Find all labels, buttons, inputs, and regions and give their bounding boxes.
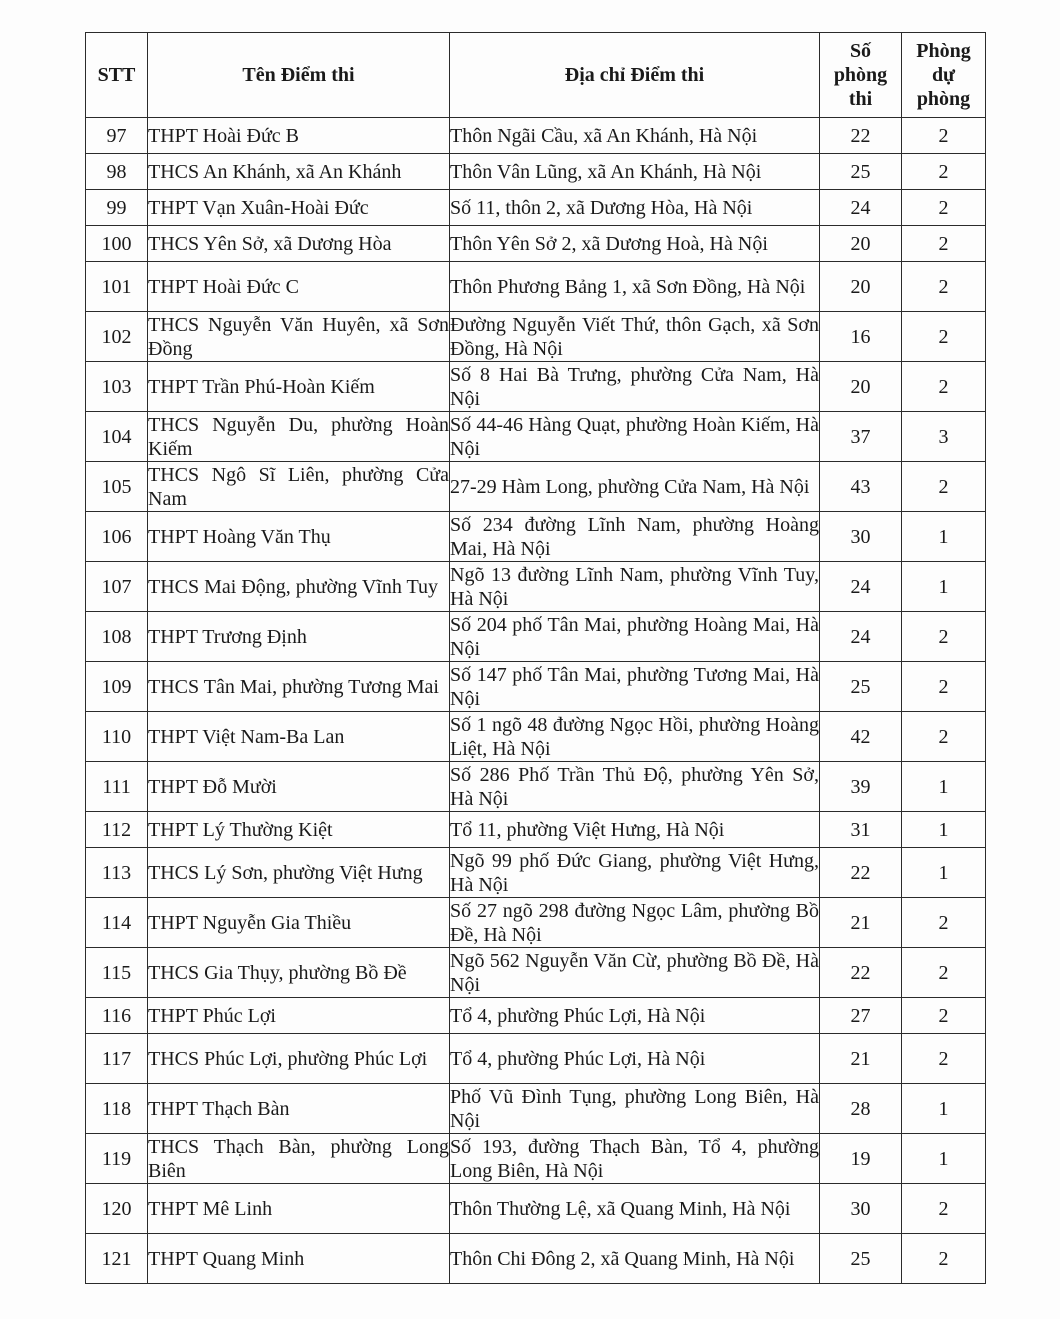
cell-spare-room-count: 2 [902,948,986,998]
cell-spare-room-count: 2 [902,226,986,262]
cell-spare-room-count: 2 [902,190,986,226]
cell-site-name: THPT Đỗ Mười [148,762,450,812]
table-row [86,762,986,812]
cell-site-address: Số 8 Hai Bà Trưng, phường Cửa Nam, Hà Nội [450,363,819,410]
cell-room-count: 25 [820,1234,902,1284]
table-row [86,1234,986,1284]
cell-room-count: 21 [820,898,902,948]
table-row [86,512,986,562]
cell-site-name: THPT Mê Linh [148,1184,450,1234]
cell-site-name: THCS Phúc Lợi, phường Phúc Lợi [148,1034,450,1084]
cell-spare-room-count: 2 [902,1234,986,1284]
table-row [86,312,986,362]
cell-site-address: Ngõ 99 phố Đức Giang, phường Việt Hưng, Hà Nội [450,849,819,896]
cell-site-address: Tổ 11, phường Việt Hưng, Hà Nội [450,812,820,848]
table-row [86,562,986,612]
cell-stt: 112 [86,812,148,848]
cell-spare-room-count: 2 [902,898,986,948]
cell-site-address: Số 44-46 Hàng Quạt, phường Hoàn Kiếm, Hà Nội [450,413,819,460]
cell-room-count: 39 [820,762,902,812]
cell-site-name: THPT Trương Định [148,612,450,662]
header-name: Tên Điểm thi [148,33,450,118]
cell-room-count: 25 [820,154,902,190]
cell-spare-room-count: 1 [902,762,986,812]
cell-room-count: 42 [820,712,902,762]
cell-spare-room-count: 2 [902,1034,986,1084]
header-address: Địa chỉ Điểm thi [450,33,820,118]
cell-stt: 107 [86,562,148,612]
cell-room-count: 25 [820,662,902,712]
cell-room-count: 20 [820,362,902,412]
cell-site-address: Số 193, đường Thạch Bàn, Tổ 4, phường Long Biên, Hà Nội [450,1135,819,1182]
cell-spare-room-count: 1 [902,562,986,612]
table-row [86,362,986,412]
cell-site-name: THCS An Khánh, xã An Khánh [148,154,450,190]
cell-site-name: THPT Thạch Bàn [148,1084,450,1134]
cell-stt: 105 [86,462,148,512]
cell-spare-room-count: 2 [902,612,986,662]
cell-site-address: Thôn Thường Lệ, xã Quang Minh, Hà Nội [450,1184,820,1234]
cell-spare-room-count: 2 [902,1184,986,1234]
cell-room-count: 22 [820,118,902,154]
cell-site-address: Phố Vũ Đình Tụng, phường Long Biên, Hà Nội [450,1085,819,1132]
cell-site-name: THPT Lý Thường Kiệt [148,812,450,848]
cell-site-name: THCS Nguyễn Du, phường Hoàn Kiếm [148,413,449,460]
table-header [86,33,986,118]
cell-stt: 120 [86,1184,148,1234]
cell-site-name: THCS Nguyễn Văn Huyên, xã Sơn Đồng [148,313,449,360]
cell-stt: 106 [86,512,148,562]
cell-room-count: 28 [820,1084,902,1134]
cell-room-count: 30 [820,1184,902,1234]
cell-site-name: THCS Ngô Sĩ Liên, phường Cửa Nam [148,463,449,510]
cell-stt: 102 [86,312,148,362]
cell-stt: 109 [86,662,148,712]
cell-stt: 98 [86,154,148,190]
cell-stt: 104 [86,412,148,462]
cell-spare-room-count: 2 [902,118,986,154]
cell-room-count: 24 [820,190,902,226]
cell-site-name: THCS Yên Sở, xã Dương Hòa [148,226,450,262]
cell-stt: 117 [86,1034,148,1084]
cell-spare-room-count: 2 [902,662,986,712]
table-row [86,190,986,226]
exam-sites-table [85,32,986,1284]
cell-stt: 113 [86,848,148,898]
cell-site-name: THPT Hoàng Văn Thụ [148,512,450,562]
cell-spare-room-count: 2 [902,462,986,512]
cell-room-count: 20 [820,262,902,312]
cell-room-count: 24 [820,562,902,612]
table-row [86,998,986,1034]
cell-room-count: 30 [820,512,902,562]
cell-spare-room-count: 2 [902,154,986,190]
cell-site-address: Đường Nguyễn Viết Thứ, thôn Gạch, xã Sơn Đồng, Hà Nội [450,313,819,360]
cell-stt: 100 [86,226,148,262]
cell-site-address: Tổ 4, phường Phúc Lợi, Hà Nội [450,1034,820,1084]
cell-site-name: THPT Quang Minh [148,1234,450,1284]
cell-site-name: THPT Việt Nam-Ba Lan [148,712,450,762]
cell-spare-room-count: 2 [902,362,986,412]
cell-site-name: THPT Trần Phú-Hoàn Kiếm [148,362,450,412]
header-spare-rooms: Phòng dự phòng [902,33,986,118]
cell-spare-room-count: 2 [902,312,986,362]
table-row [86,262,986,312]
cell-room-count: 19 [820,1134,902,1184]
table-row [86,1184,986,1234]
cell-room-count: 16 [820,312,902,362]
cell-site-address: Thôn Vân Lũng, xã An Khánh, Hà Nội [450,154,820,190]
cell-site-name: THPT Vạn Xuân-Hoài Đức [148,190,450,226]
table-row [86,118,986,154]
table-row [86,1034,986,1084]
cell-site-name: THCS Lý Sơn, phường Việt Hưng [148,848,450,898]
cell-site-address: 27-29 Hàm Long, phường Cửa Nam, Hà Nội [450,462,820,512]
cell-site-name: THCS Mai Động, phường Vĩnh Tuy [148,562,450,612]
cell-site-name: THPT Hoài Đức C [148,262,450,312]
cell-site-address: Thôn Yên Sở 2, xã Dương Hoà, Hà Nội [450,226,820,262]
cell-spare-room-count: 3 [902,412,986,462]
cell-site-address: Số 27 ngõ 298 đường Ngọc Lâm, phường Bồ Đề, Hà Nội [450,899,819,946]
cell-spare-room-count: 2 [902,712,986,762]
table-row [86,226,986,262]
cell-stt: 116 [86,998,148,1034]
table-row [86,848,986,898]
cell-stt: 118 [86,1084,148,1134]
cell-spare-room-count: 2 [902,262,986,312]
cell-stt: 121 [86,1234,148,1284]
cell-stt: 110 [86,712,148,762]
cell-site-address: Ngõ 562 Nguyễn Văn Cừ, phường Bồ Đề, Hà Nội [450,949,819,996]
cell-room-count: 20 [820,226,902,262]
cell-site-address: Số 147 phố Tân Mai, phường Tương Mai, Hà Nội [450,663,819,710]
cell-site-address: Thôn Chi Đông 2, xã Quang Minh, Hà Nội [450,1234,820,1284]
cell-site-address: Số 11, thôn 2, xã Dương Hòa, Hà Nội [450,190,820,226]
table-row [86,1134,986,1184]
cell-site-address: Thôn Phương Bảng 1, xã Sơn Đồng, Hà Nội [450,262,820,312]
cell-stt: 103 [86,362,148,412]
cell-site-name: THPT Hoài Đức B [148,118,450,154]
cell-spare-room-count: 1 [902,1084,986,1134]
table-row [86,898,986,948]
cell-spare-room-count: 1 [902,812,986,848]
cell-site-name: THCS Thạch Bàn, phường Long Biên [148,1135,449,1182]
table-body [86,118,986,1284]
cell-room-count: 24 [820,612,902,662]
table-row [86,712,986,762]
cell-room-count: 37 [820,412,902,462]
cell-site-address: Số 286 Phố Trần Thủ Độ, phường Yên Sở, Hà Nội [450,763,819,810]
cell-stt: 119 [86,1134,148,1184]
cell-spare-room-count: 1 [902,848,986,898]
cell-stt: 111 [86,762,148,812]
table-row [86,662,986,712]
cell-site-name: THPT Phúc Lợi [148,998,450,1034]
cell-room-count: 22 [820,848,902,898]
cell-room-count: 27 [820,998,902,1034]
cell-site-name: THCS Gia Thụy, phường Bồ Đề [148,948,450,998]
header-rooms: Số phòng thi [820,33,902,118]
cell-spare-room-count: 2 [902,998,986,1034]
table-row [86,812,986,848]
cell-site-address: Tổ 4, phường Phúc Lợi, Hà Nội [450,998,820,1034]
cell-site-name: THCS Tân Mai, phường Tương Mai [148,662,450,712]
table-row [86,462,986,512]
table-row [86,1084,986,1134]
cell-room-count: 21 [820,1034,902,1084]
header-stt: STT [86,33,148,118]
cell-site-address: Số 204 phố Tân Mai, phường Hoàng Mai, Hà Nội [450,613,819,660]
cell-spare-room-count: 1 [902,512,986,562]
cell-stt: 99 [86,190,148,226]
cell-stt: 114 [86,898,148,948]
table-row [86,154,986,190]
table-row [86,412,986,462]
cell-stt: 108 [86,612,148,662]
cell-room-count: 31 [820,812,902,848]
cell-site-address: Thôn Ngãi Cầu, xã An Khánh, Hà Nội [450,118,820,154]
cell-stt: 101 [86,262,148,312]
cell-site-name: THPT Nguyễn Gia Thiều [148,898,450,948]
cell-stt: 97 [86,118,148,154]
cell-room-count: 43 [820,462,902,512]
cell-spare-room-count: 1 [902,1134,986,1184]
cell-stt: 115 [86,948,148,998]
table-row [86,612,986,662]
cell-site-address: Ngõ 13 đường Lĩnh Nam, phường Vĩnh Tuy, Hà Nội [450,563,819,610]
cell-site-address: Số 234 đường Lĩnh Nam, phường Hoàng Mai, Hà Nội [450,513,819,560]
cell-site-address: Số 1 ngõ 48 đường Ngọc Hồi, phường Hoàng Liệt, Hà Nội [450,713,819,760]
table-row [86,948,986,998]
cell-room-count: 22 [820,948,902,998]
